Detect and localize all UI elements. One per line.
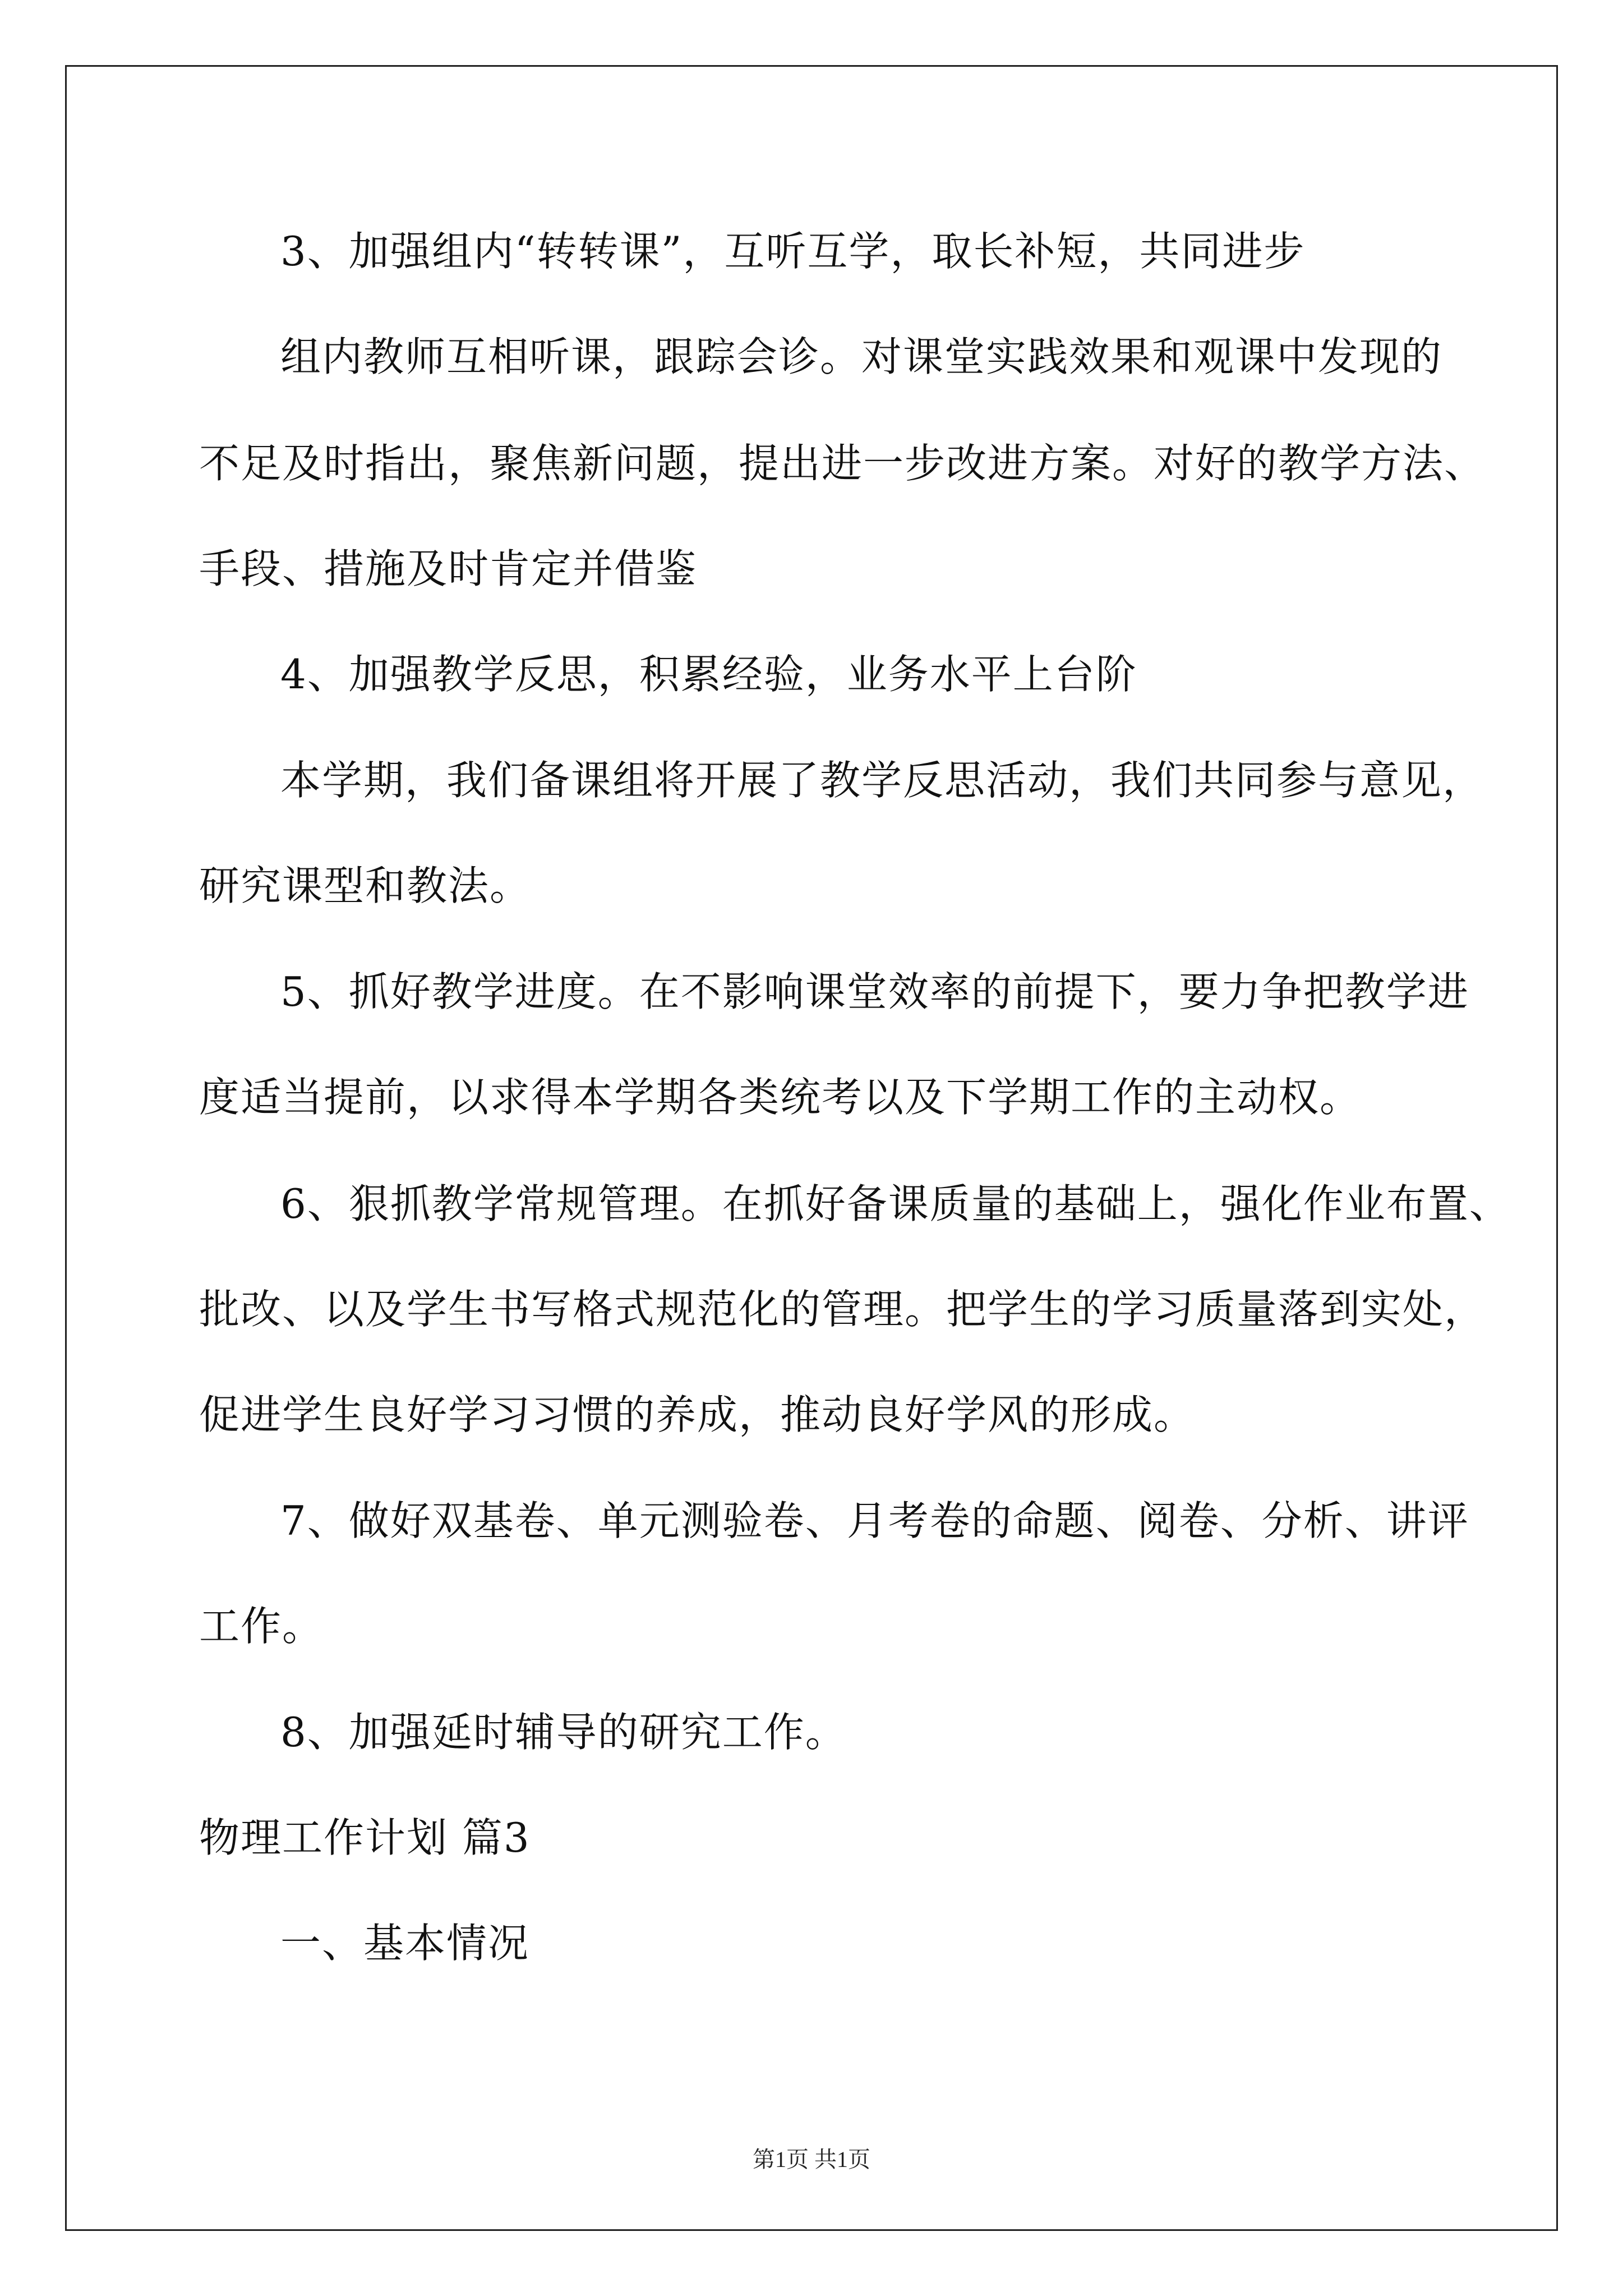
text-line-5: 4、加强教学反思，积累经验，业务水平上台阶 <box>280 651 1137 698</box>
text-line-12: 促进学生良好学习习惯的养成，推动良好学风的形成。 <box>199 1391 1196 1438</box>
page-footer: 第1页 共1页 <box>753 2147 870 2172</box>
text-line-8: 5、抓好教学进度。在不影响课堂效率的前提下，要力争把教学进 <box>280 968 1469 1015</box>
text-line-9: 度适当提前，以求得本学期各类统考以及下学期工作的主动权。 <box>199 1074 1362 1121</box>
text-line-1: 3、加强组内“转转课”，互听互学，取长补短，共同进步 <box>280 228 1306 275</box>
text-line-3: 不足及时指出，聚焦新问题，提出进一步改进方案。对好的教学方法、 <box>199 440 1486 487</box>
text-line-2: 组内教师互相听课，跟踪会诊。对课堂实践效果和观课中发现的 <box>280 333 1443 380</box>
text-line-7: 研究课型和教法。 <box>199 862 532 909</box>
text-line-6: 本学期，我们备课组将开展了教学反思活动，我们共同参与意见， <box>280 757 1484 804</box>
section-heading: 物理工作计划 篇3 <box>199 1814 531 1861</box>
page-border <box>65 65 1558 2231</box>
text-line-4: 手段、措施及时肯定并借鉴 <box>199 545 698 592</box>
text-line-11: 批改、以及学生书写格式规范化的管理。把学生的学习质量落到实处， <box>199 1286 1486 1333</box>
text-line-17: 一、基本情况 <box>280 1920 530 1967</box>
text-line-10: 6、狠抓教学常规管理。在抓好备课质量的基础上，强化作业布置、 <box>280 1180 1511 1227</box>
text-line-14: 工作。 <box>199 1603 324 1650</box>
text-line-15: 8、加强延时辅导的研究工作。 <box>280 1709 847 1756</box>
text-line-13: 7、做好双基卷、单元测验卷、月考卷的命题、阅卷、分析、讲评 <box>280 1497 1469 1544</box>
